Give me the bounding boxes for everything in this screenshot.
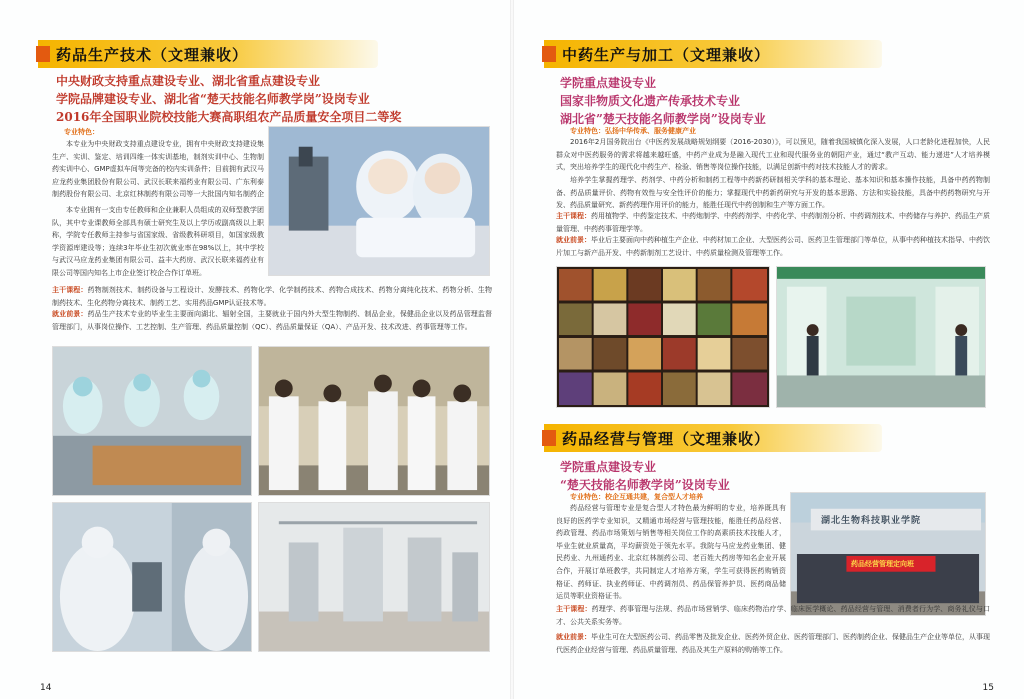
photo-lab-worker xyxy=(52,502,252,652)
page-number: 15 xyxy=(982,683,994,693)
section-banner-tcm-production xyxy=(544,40,882,68)
photo-class-group xyxy=(790,492,986,616)
tcm-paragraph-1: 2016年2月国务院出台《中医药发展战略规划纲要（2016-2030）》，可以预见，随着我国城镇化深入发展，人口老龄化进程加快，人民群众对中医药服务的需求将越来越旺盛，中药产业成为是融入现代工业和现代服务业的朝阳产业，通过“教产互动、能力递进”人才培养模式，突出培养学生的现代化中药生产、检验、销售等岗位操作技能，以满足创新中药对技术技能人才的需求。 xyxy=(556,138,990,172)
photo-students-lab-coats xyxy=(258,346,490,496)
class-banner: 药品经营管理定向班 xyxy=(851,560,914,568)
headline-2: 国家非物质文化遗产传承技术专业 xyxy=(560,94,741,108)
headline-1: 学院重点建设专业 xyxy=(560,76,657,90)
section-title: 中药生产与加工（文理兼收） xyxy=(562,45,771,64)
photo-herb-grid xyxy=(556,266,770,408)
marketing-main-courses: 主干课程：药理学、药事管理与法规、药品市场营销学、临床药物治疗学、临床医学概论、药品经营与管理、消费者行为学、商务礼仪与口才、公共关系实务等。 xyxy=(556,605,990,626)
marketing-paragraph-1: 药品经营与管理专业是复合型人才特色最为鲜明的专业，培养既具有良好的医药学专业知识，又精通市场经营与管理技能，能胜任药品经营、药政管理、药品市场策划与销售等相关岗位工作的高素质技术技能人才，毕业生就业质量高，平均薪资处于领先水平。我院与马应龙药业集团、健民药业、九州通药业、北京红林制药公司、老百姓大药房等知名企业开展合作，开展订单班教学，共同制定人才培养方案，学生可获得医药购销资格证、药师证、执业药师证、中药调剂员、药品保管养护员、医药商品储运员等职业资格证书。 xyxy=(556,504,786,601)
career-prospects: 就业前景：药品生产技术专业的毕业生主要面向湖北、辐射全国，主要就业于国内外大型生物制药、制品企业，保健品企业以及药品管理监督管理部门，从事岗位操作、工艺控制、生产管理、药品质量控制（QC）、药品质量保证（QA）、产品开发、技术改进、药事管理等工作。 xyxy=(52,310,492,331)
headline-3: 湖北省”楚天技能名师教学岗”设岗专业 xyxy=(560,112,766,126)
section-banner-drug-production xyxy=(38,40,378,68)
banner-marker-icon xyxy=(542,430,556,446)
section-title: 药品生产技术（文理兼收） xyxy=(56,45,249,64)
intro-paragraph-1: 本专业为中央财政支持重点建设专业，拥有中央财政支持建设集生产、实训、鉴定、培训四维一体实训基地，制剂实训中心、生物制药实训中心、GMP虚拟车间等完备的校内实训条件；目前拥有武汉马应龙药业集团股份有限公司、武汉长联来福药业有限公司、广东利泰制药股份有限公司、北京红林制药有限公司等一大批国内知名制药企 xyxy=(52,140,264,199)
tcm-career-prospects: 就业前景：毕业后主要面向中药种植生产企业、中药材加工企业、大型医药公司、医药卫生管理部门等单位，从事中药种植技术指导、中药饮片加工与新产品开发、中药新制剂工艺设计、中药质量检测及管理等工作。 xyxy=(556,236,990,257)
headline-1: 中央财政支持重点建设专业、湖北省重点建设专业 xyxy=(56,74,321,88)
banner-marker-icon xyxy=(36,46,50,62)
headline-3: 2016年全国职业院校技能大赛高职组农产品质量安全项目二等奖 xyxy=(56,110,402,124)
school-sign: 湖北生物科技职业学院 xyxy=(821,516,922,526)
banner-marker-icon xyxy=(542,46,556,62)
headline-2: 学院品牌建设专业、湖北省“楚天技能名师教学岗”设岗专业 xyxy=(56,92,370,106)
headline-2: “楚天技能名师教学岗”设岗专业 xyxy=(560,478,730,492)
right-page xyxy=(514,0,1024,699)
tcm-main-courses: 主干课程：药用植物学、中药鉴定技术、中药炮制学、中药药剂学、中药化学、中药制剂分析、中药调剂技术、中药储存与养护、药品生产质量管理、中药药事管理学等。 xyxy=(556,212,990,233)
feature-tag: 专业特色：校企互通共建，复合型人才培养 xyxy=(570,493,703,501)
intro-paragraph-2: 本专业拥有一支由专任教师和企业兼职人员组成的双师型教学团队，其中专业课教师全部具有硕士研究生及以上学历或副高级以上职称，学院专任教师主持参与省国家级、省级教科研项目，如国家级教学资源库建设等；连续3年毕业生初次就业率在98%以上，其中学校与武汉马应龙药业集团有限公司、益丰大药房、武汉长联来福药业有限公司等国内知名上市企业签订校企合作订单班。 xyxy=(52,206,264,277)
photo-equipment-room xyxy=(258,502,490,652)
main-courses: 主干课程：药物制剂技术、制药设备与工程设计、发酵技术、药物化学、化学制药技术、药物合成技术、药物分离纯化技术、药物分析、生物制药技术、生化药物分离技术、制药工艺、实用药品GMP认证技术等。 xyxy=(52,286,492,307)
page-number: 14 xyxy=(40,683,52,693)
marketing-career-prospects: 就业前景：毕业生可在大型医药公司、药品零售及批发企业、医药外贸企业、医药管理部门、医药制药企业、保健品生产企业等单位，从事现代医药企业经营与管理、药品质量管理、药品及其生产原料的购销等工作。 xyxy=(556,633,990,654)
section-banner-drug-marketing xyxy=(544,424,882,452)
feature-tag: 专业特色：弘扬中华传承、服务健康产业 xyxy=(570,127,696,135)
tcm-paragraph-2: 培养学生掌握药理学、药剂学、中药分析和制药工程等中药新药研制相关学科的基本理论、基本知识和基本操作技能，具备中药药物制备、药品质量评价、药物有效性与安全性评价的能力；掌握现代中药新药研究与开发的基本思路、方法和实验技能，具备中药药物研究与开发、药品质量研究、新药药理作用评价的能力，能胜任现代中药创制和生产等方面工作。 xyxy=(556,176,990,210)
photo-production-line xyxy=(52,346,252,496)
feature-tag: 专业特色： xyxy=(64,128,99,136)
left-page xyxy=(0,0,510,699)
photo-herb-museum xyxy=(776,266,986,408)
section-title: 药品经营与管理（文理兼收） xyxy=(562,429,771,448)
photo-microscope-lab xyxy=(268,126,490,276)
headline-1: 学院重点建设专业 xyxy=(560,460,657,474)
